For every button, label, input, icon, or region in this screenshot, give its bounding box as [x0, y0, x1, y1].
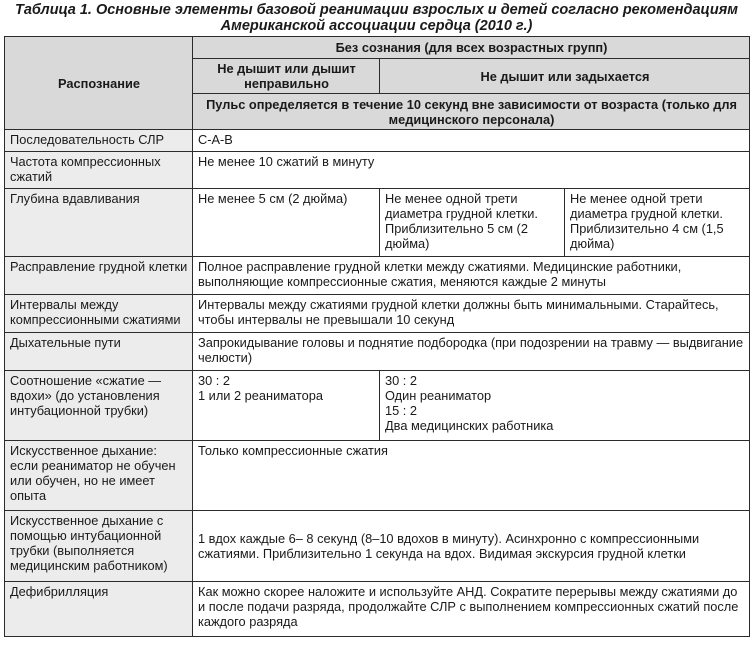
caption-line-2: Американской ассоциации сердца (2010 г.): [220, 18, 533, 34]
ratio-child-note-2: Два медицинских работника: [385, 418, 554, 433]
row-value-ratio-child: [380, 371, 750, 441]
ratio-child-value-2: 15 : 2: [385, 403, 418, 418]
row-value-advanced-airway: 1 вдох каждые 6– 8 секунд (8–10 вдохов в минуту). Асинхронно с компрессионными сжатиями. Приблизительно 1 секунда на вдох. Видимая экскурсия грудной клетки: [193, 511, 750, 582]
row-label-sequence: Последовательность СЛР: [5, 130, 193, 152]
header-recognition: Распознание: [5, 37, 193, 130]
header-not-breathing-gasping: Не дышит или задыхается: [380, 59, 750, 94]
table-row: [5, 441, 750, 511]
table-row: [5, 371, 750, 441]
row-label-interruptions: Интервалы между компрессионными сжатиями: [5, 295, 193, 333]
row-value-untrained: Только компрессионные сжатия: [193, 441, 750, 511]
header-row-1: [5, 37, 750, 59]
row-value-sequence: C-A-B: [193, 130, 750, 152]
row-label-ratio: Соотношение «сжатие — вдохи» (до установления интубационной трубки): [5, 371, 193, 441]
table-row: [5, 295, 750, 333]
caption-line-1: Таблица 1. Основные элементы базовой реанимации взрослых и детей согласно рекомендациям: [14, 2, 739, 18]
table-row: [5, 333, 750, 371]
table-row: [5, 152, 750, 189]
table-row: [5, 582, 750, 637]
row-value-defibrillation: Как можно скорее наложите и используйте АНД. Сократите перерывы между сжатиями до и после подачи разряда, продолжайте СЛР с выполнением компрессионных сжатий после каждого разряда: [193, 582, 750, 637]
header-pulse: Пульс определяется в течение 10 секунд вне зависимости от возраста (только для медицинского персонала): [193, 94, 750, 130]
row-label-airway: Дыхательные пути: [5, 333, 193, 371]
table-row: [5, 189, 750, 257]
row-value-airway: Запрокидывание головы и поднятие подбородка (при подозрении на травму — выдвигание челюсти): [193, 333, 750, 371]
row-label-recoil: Расправление грудной клетки: [5, 257, 193, 295]
ratio-adult-note: 1 или 2 реаниматора: [198, 388, 323, 403]
row-label-defibrillation: Дефибрилляция: [5, 582, 193, 637]
ratio-adult-value: 30 : 2: [198, 373, 231, 388]
row-label-rate: Частота компрессионных сжатий: [5, 152, 193, 189]
row-value-depth-child: Не менее одной трети диаметра грудной клетки. Приблизительно 5 см (2 дюйма): [380, 189, 565, 257]
header-unconscious: Без сознания (для всех возрастных групп): [193, 37, 750, 59]
row-value-ratio-adult: [193, 371, 380, 441]
row-value-interruptions: Интервалы между сжатиями грудной клетки должны быть минимальными. Старайтесь, чтобы интервалы не превышали 10 секунд: [193, 295, 750, 333]
row-value-rate: Не менее 10 сжатий в минуту: [193, 152, 750, 189]
ratio-child-value-1: 30 : 2: [385, 373, 418, 388]
table-caption: [0, 0, 753, 36]
table-row: [5, 257, 750, 295]
header-not-breathing-abnormal: Не дышит или дышит неправильно: [193, 59, 380, 94]
table-row: [5, 511, 750, 582]
row-value-depth-infant: Не менее одной трети диаметра грудной клетки. Приблизительно 4 см (1,5 дюйма): [565, 189, 750, 257]
cpr-table: [4, 36, 750, 637]
row-value-depth-adult: Не менее 5 см (2 дюйма): [193, 189, 380, 257]
row-value-recoil: Полное расправление грудной клетки между сжатиями. Медицинские работники, выполняющие компрессионные сжатия, меняются каждые 2 минуты: [193, 257, 750, 295]
row-label-untrained: Искусственное дыхание: если реаниматор не обучен или обучен, но не имеет опыта: [5, 441, 193, 511]
row-label-advanced-airway: Искусственное дыхание с помощью интубационной трубки (выполняется медицинским работником): [5, 511, 193, 582]
table-row: [5, 130, 750, 152]
ratio-child-note-1: Один реаниматор: [385, 388, 492, 403]
row-label-depth: Глубина вдавливания: [5, 189, 193, 257]
